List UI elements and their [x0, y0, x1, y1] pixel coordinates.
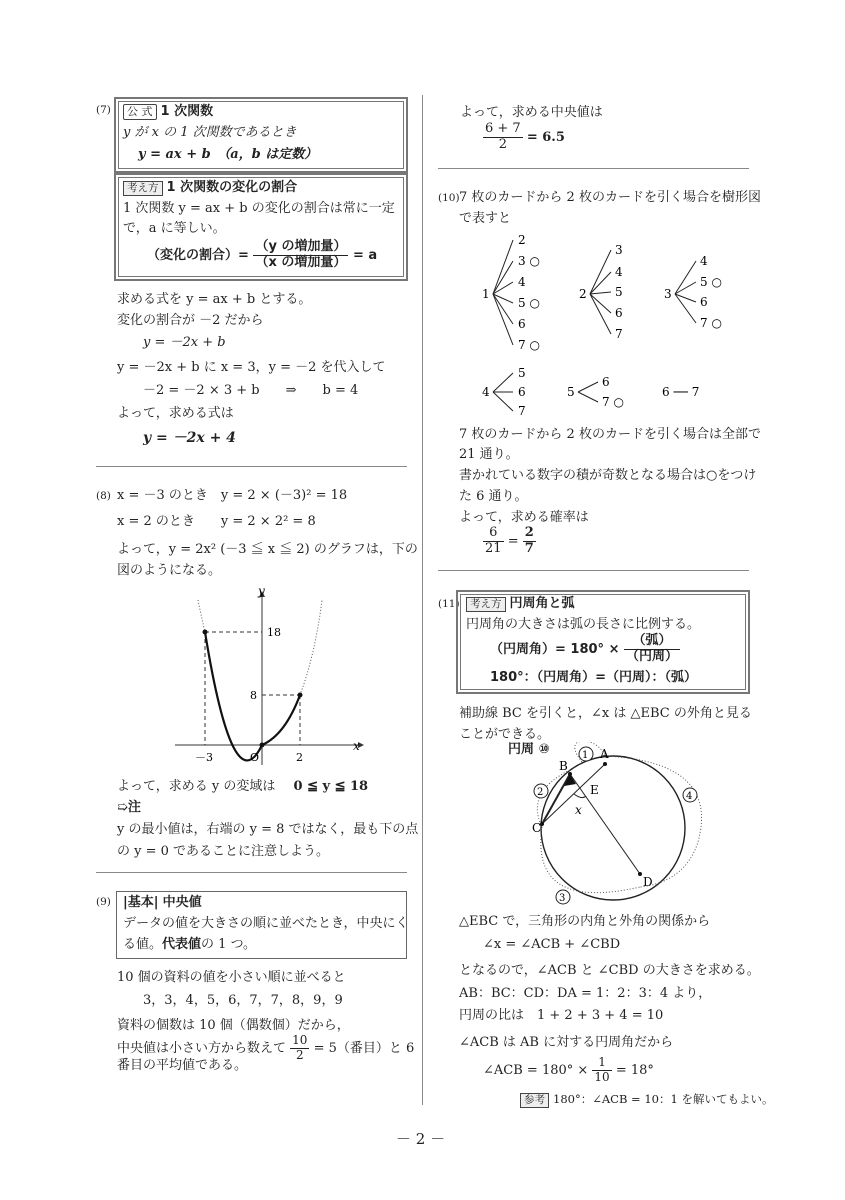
- frac-den: 21: [485, 540, 502, 556]
- reference-note: [520, 1092, 773, 1108]
- basic-heading: [123, 895, 202, 911]
- origin-label: O: [250, 751, 260, 764]
- text-line: となるので，∠ACB と ∠CBD の大きさを求める。: [459, 963, 760, 978]
- question-number: (9): [96, 896, 111, 908]
- formula-heading: [123, 104, 213, 120]
- basic-title: 中央値: [162, 895, 202, 910]
- parabola-curve: [262, 695, 300, 745]
- text-part: 中央値は小さい方から数えて: [117, 1040, 287, 1056]
- tree-leaf: 5 ○: [518, 296, 540, 310]
- frac-num: 6 + 7: [485, 121, 521, 136]
- tree-leaf: 6: [518, 317, 526, 331]
- text-line: △EBC で，三角形の内角と外角の関係から: [459, 914, 711, 929]
- tree-root: 4: [482, 385, 490, 399]
- tick-label: 8: [250, 689, 257, 702]
- equation: y = －2x + b: [143, 335, 226, 350]
- endpoint: [203, 630, 208, 635]
- formula-2: 180°：（円周角）=（円周）：（弧）: [490, 670, 698, 685]
- text-line: よって，求める中央値は: [460, 105, 603, 120]
- tree-leaf: 5: [615, 285, 623, 299]
- point-label: C: [532, 821, 542, 835]
- rate-lhs: （変化の割合）=: [147, 247, 249, 263]
- koushiki-tag: 公 式: [123, 104, 157, 120]
- separator: [438, 570, 749, 571]
- question-number: (11): [438, 598, 460, 610]
- sanko-tag: 参考: [520, 1093, 549, 1108]
- circle: [541, 756, 685, 900]
- circle-diagram: [520, 742, 715, 907]
- hint-text: 円周角の大きさは弧の長さに比例する。: [466, 617, 701, 632]
- arc-label: 4: [686, 791, 693, 802]
- text-line: AB：BC：CD：DA = 1：2：3：4 より，: [459, 986, 712, 1001]
- tree-leaf: 6: [518, 385, 526, 399]
- text-line: よって，y = 2x² (－3 ≦ x ≦ 2) のグラフは，下の: [117, 542, 418, 557]
- arc-3: [541, 827, 640, 893]
- answer: y = －2x + 4: [143, 430, 236, 446]
- equals: =: [507, 533, 519, 549]
- hint-heading: [123, 180, 297, 196]
- tree-root: 1: [482, 287, 490, 301]
- frac-num: 2: [524, 525, 534, 540]
- frac-den: 7: [524, 540, 534, 556]
- frac-num: 1: [592, 1056, 611, 1071]
- tree-leaf: 7 ○: [518, 338, 540, 352]
- question-number: (10): [438, 192, 460, 204]
- tree-leaf: 7 ○: [700, 316, 722, 330]
- tree-leaf: 6: [602, 375, 610, 389]
- equation-part: ∠ACB = 180° ×: [483, 1062, 589, 1078]
- range-text: よって，求める y の変域は: [117, 779, 276, 794]
- equation: x = －3 のとき y = 2 × (－3)² = 18: [117, 488, 348, 503]
- text-line: 10 個の資料の値を小さい順に並べると: [117, 970, 346, 985]
- equation: x = 2 のとき y = 2 × 2² = 8: [117, 514, 316, 529]
- tree-leaf: 3: [615, 243, 623, 257]
- text-line: よって，求める確率は: [459, 510, 589, 525]
- circle-label: 円周 ⑩: [508, 742, 550, 757]
- note-text: y の最小値は，右端の y = 8 ではなく，最も下の点: [117, 822, 419, 837]
- equation-part: = 18°: [615, 1062, 654, 1078]
- frac-den: 10: [594, 1069, 610, 1084]
- tree-leaf: 5: [518, 366, 526, 380]
- tree-leaf: 6: [700, 295, 708, 309]
- equation: －2 = －2 × 3 + b ⇒ b = 4: [143, 383, 359, 398]
- text-line: で表すと: [459, 211, 512, 226]
- tree-diagram: [478, 228, 748, 423]
- answer: = 6.5: [526, 129, 565, 145]
- frac-num: 10: [292, 1033, 308, 1047]
- separator: [96, 466, 407, 467]
- endpoint: [298, 693, 303, 698]
- tick-label: 18: [267, 626, 281, 639]
- text-line: 求める式を y = ax + b とする。: [117, 292, 312, 307]
- text-line: 補助線 BC を引くと，∠x は △EBC の外角と見る: [459, 706, 752, 721]
- basic-text-part: の 1 つ。: [201, 937, 257, 952]
- tick-label: －3: [195, 751, 213, 764]
- point-label: D: [643, 875, 653, 889]
- text-line: た 6 通り。: [459, 489, 528, 504]
- tree-leaf: 6 ── 7: [662, 385, 700, 399]
- tree-leaf: 2: [518, 233, 526, 247]
- tree-leaf: 5 ○: [700, 275, 722, 289]
- tree-root: 2: [579, 287, 587, 301]
- equation: ∠x = ∠ACB + ∠CBD: [483, 937, 621, 952]
- text-line: y = －2x + b に x = 3，y = －2 を代入して: [117, 360, 386, 375]
- rate-num: （y の増加量）: [255, 239, 347, 254]
- text-line: 書かれている数字の積が奇数となる場合は○をつけ: [459, 468, 757, 483]
- arc-label: 1: [582, 750, 589, 761]
- tree-leaf: 6: [615, 306, 623, 320]
- basic-text: [123, 937, 256, 953]
- tree-leaf: 4: [700, 254, 708, 268]
- tick-label: 2: [296, 751, 303, 764]
- chord-bc: [542, 774, 570, 824]
- text-line: 円周の比は 1 + 2 + 3 + 4 = 10: [459, 1008, 664, 1023]
- tree-leaf: 7 ○: [602, 395, 624, 409]
- question-number: (8): [96, 490, 111, 502]
- tree-leaf: 4: [518, 275, 526, 289]
- text-line: 7 枚のカードから 2 枚のカードを引く場合を樹形図: [459, 190, 761, 205]
- data-list: 3，3，4，5，6，7，7，8，9，9: [143, 993, 343, 1008]
- basic-text: データの値を大きさの順に並べたとき，中央にく: [123, 916, 409, 931]
- hint-heading: [466, 596, 575, 612]
- basic-text-part: る値。: [123, 937, 163, 952]
- hint-title: 円周角と弧: [509, 596, 575, 611]
- frac-den: （円周）: [626, 648, 679, 664]
- formula-title: 1 次関数: [160, 104, 214, 119]
- parabola-graph: [170, 585, 370, 770]
- text-line: ∠ACB は AB に対する円周角だから: [459, 1035, 674, 1050]
- text-line: 21 通り。: [459, 447, 519, 462]
- tree-leaf: 4: [615, 265, 623, 279]
- formula-expression: y = ax + b （a，b は定数）: [138, 147, 318, 162]
- arc-label: 3: [559, 893, 566, 904]
- basic-keyword: 代表値: [162, 937, 202, 952]
- answer: 0 ≦ y ≦ 18: [293, 779, 369, 794]
- curve-extension: [198, 600, 205, 632]
- reference-text: 180°：∠ACB = 10：1 を解いてもよい。: [553, 1092, 774, 1106]
- note-label: ➯注: [117, 800, 141, 815]
- tree-leaf: 3 ○: [518, 254, 540, 268]
- hint-title: 1 次関数の変化の割合: [166, 180, 298, 195]
- text-line: 7 枚のカードから 2 枚のカードを引く場合は全部で: [459, 427, 761, 442]
- text-line: よって，求める式は: [117, 406, 234, 421]
- arc-label: 2: [537, 787, 544, 798]
- kangae-tag: 考え方: [123, 181, 163, 196]
- text-part: = 5（番目）と 6: [313, 1040, 415, 1056]
- angle-label: x: [575, 803, 582, 817]
- column-divider: [422, 95, 423, 1105]
- tree-leaf: 7: [615, 327, 623, 341]
- rate-rhs: = a: [352, 247, 378, 263]
- formula-lhs: （円周角）= 180° ×: [490, 641, 620, 657]
- frac-den: 2: [295, 1047, 304, 1062]
- probability-calc: [483, 526, 536, 557]
- text-line: [117, 779, 368, 795]
- tree-leaf: 7: [518, 404, 526, 418]
- point-label: B: [559, 759, 568, 773]
- arc-4: [606, 756, 702, 887]
- question-number: (7): [96, 104, 111, 116]
- rate-den: （x の増加量）: [255, 254, 347, 270]
- kangae-tag: 考え方: [466, 597, 506, 612]
- vertex: [260, 743, 265, 748]
- kihon-tag: |基本|: [123, 895, 159, 910]
- equation: [483, 1056, 654, 1085]
- separator: [438, 168, 749, 169]
- hint-text: 1 次関数 y = ax + b の変化の割合は常に一定: [123, 201, 395, 216]
- point-label: E: [590, 783, 599, 797]
- curve-extension: [300, 600, 322, 695]
- x-label: x: [353, 739, 360, 753]
- text-line: 番目の平均値である。: [117, 1058, 248, 1073]
- chord-bd: [570, 774, 640, 874]
- tree-root: 5: [567, 385, 575, 399]
- rate-formula: [147, 240, 377, 271]
- text-line: 資料の個数は 10 個（偶数個）だから，: [117, 1018, 350, 1033]
- formula-1: [490, 634, 680, 665]
- text-line: 図のようになる。: [117, 563, 222, 578]
- frac-num: （弧）: [624, 634, 680, 650]
- text-line: ことができる。: [459, 727, 551, 742]
- y-label: y: [258, 585, 265, 598]
- separator: [96, 872, 407, 873]
- formula-text: y が x の 1 次関数であるとき: [123, 125, 297, 140]
- frac-den: 2: [498, 136, 507, 152]
- tree-root: 3: [664, 287, 672, 301]
- page-number: － 2 －: [396, 1130, 446, 1148]
- text-line: 変化の割合が －2 だから: [117, 313, 264, 328]
- point-label: A: [600, 747, 609, 761]
- frac-num: 6: [483, 526, 504, 542]
- hint-text: で，a に等しい。: [123, 221, 226, 236]
- note-text: の y = 0 であることに注意しよう。: [117, 844, 330, 859]
- median-calc: [483, 122, 565, 153]
